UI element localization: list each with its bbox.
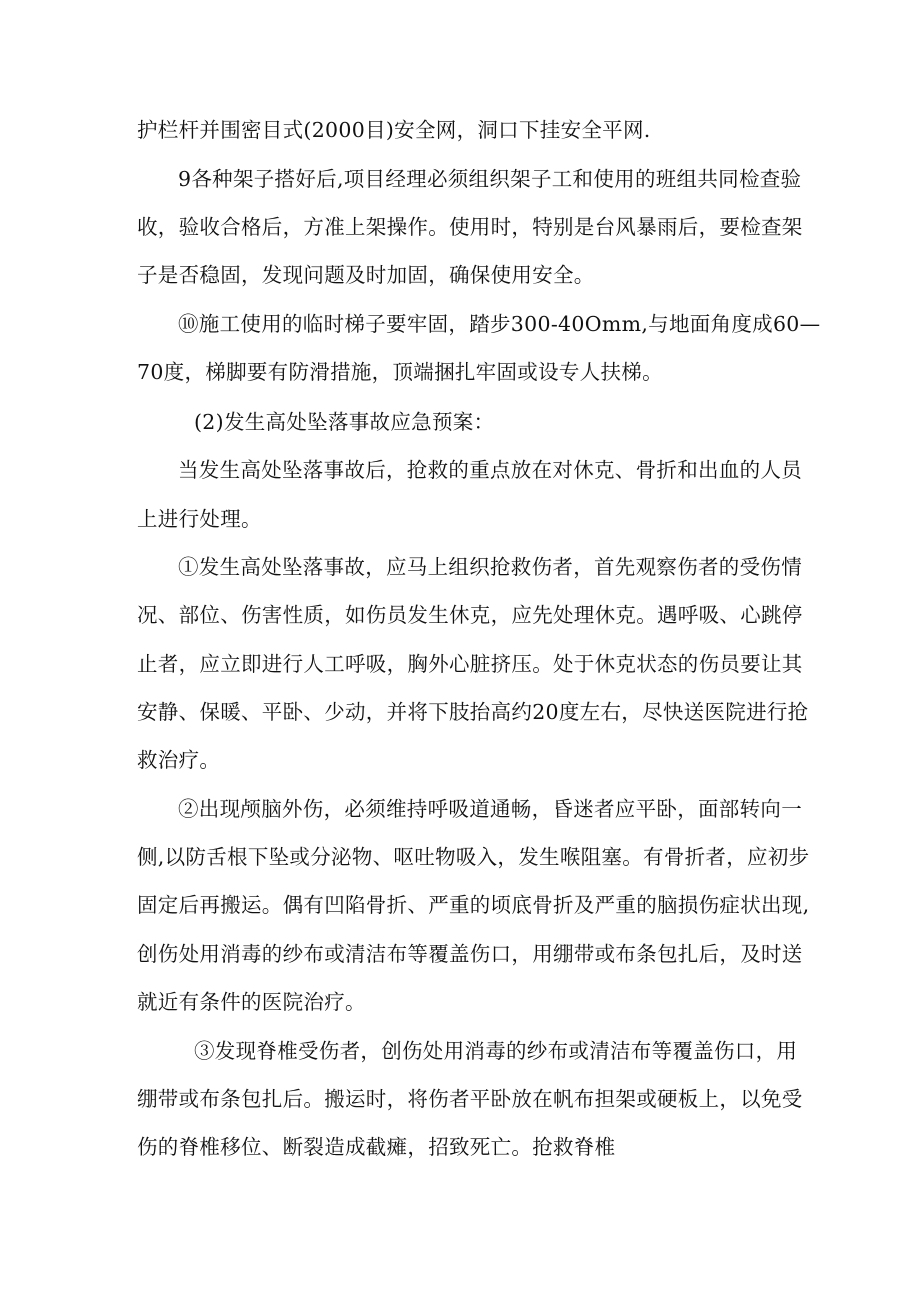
text-line-16: 侧,以防舌根下坠或分泌物、呕吐物吸入，发生喉阻塞。有骨折者，应初步 [137, 845, 810, 869]
text-line-19: 就近有条件的医院治疗。 [137, 990, 366, 1014]
text-line-11: 况、部位、伤害性质，如伤员发生休克，应先处理休克。遇呼吸、心跳停 [137, 603, 803, 627]
text-line-3: 收，验收合格后，方准上架操作。使用时，特别是台风暴雨后，要检查架 [137, 215, 803, 239]
text-line-8: 当发生高处坠落事故后，抢救的重点放在对休克、骨折和出血的人员 [178, 458, 802, 482]
text-line-6: 70度，梯脚要有防滑措施，顶端捆扎牢固或设专人扶梯。 [137, 360, 663, 384]
text-line-21: 绷带或布条包扎后。搬运时，将伤者平卧放在帆布担架或硬板上，以免受 [137, 1087, 803, 1111]
text-line-9: 上进行处理。 [137, 507, 262, 531]
text-line-5: ⑩施工使用的临时梯子要牢固，踏步300-40Omm,与地面角度成60— [178, 312, 821, 336]
text-line-20: ③发现脊椎受伤者，创伤处用消毒的纱布或清洁布等覆盖伤口，用 [194, 1039, 798, 1063]
text-line-12: 止者，应立即进行人工呼吸，胸外心脏挤压。处于休克状态的伤员要让其 [137, 652, 803, 676]
text-line-13: 安静、保暖、平卧、少动，并将下肢抬高约20度左右，尽快送医院进行抢 [137, 700, 809, 724]
text-line-2: 9各种架子搭好后,项目经理必须组织架子工和使用的班组共同检查验 [178, 167, 802, 191]
text-line-15: ②出现颅脑外伤，必须维持呼吸道通畅，昏迷者应平卧，面部转向一 [178, 797, 802, 821]
text-line-22: 伤的脊椎移位、断裂造成截瘫，招致死亡。抢救脊椎 [137, 1135, 616, 1159]
text-line-17: 固定后再搬运。偶有凹陷骨折、严重的顷底骨折及严重的脑损伤症状出现, [137, 893, 810, 917]
text-line-7: (2)发生高处坠落事故应急预案： [194, 410, 495, 434]
text-line-10: ①发生高处坠落事故，应马上组织抢救伤者，首先观察伤者的受伤情 [178, 555, 802, 579]
text-line-14: 救治疗。 [137, 748, 221, 772]
text-line-18: 创伤处用消毒的纱布或清洁布等覆盖伤口，用绷带或布条包扎后，及时送 [137, 942, 803, 966]
text-line-1: 护栏杆并围密目式(2000目)安全网，洞口下挂安全平网. [137, 118, 651, 142]
text-line-4: 子是否稳固，发现问题及时加固，确保使用安全。 [137, 263, 595, 287]
